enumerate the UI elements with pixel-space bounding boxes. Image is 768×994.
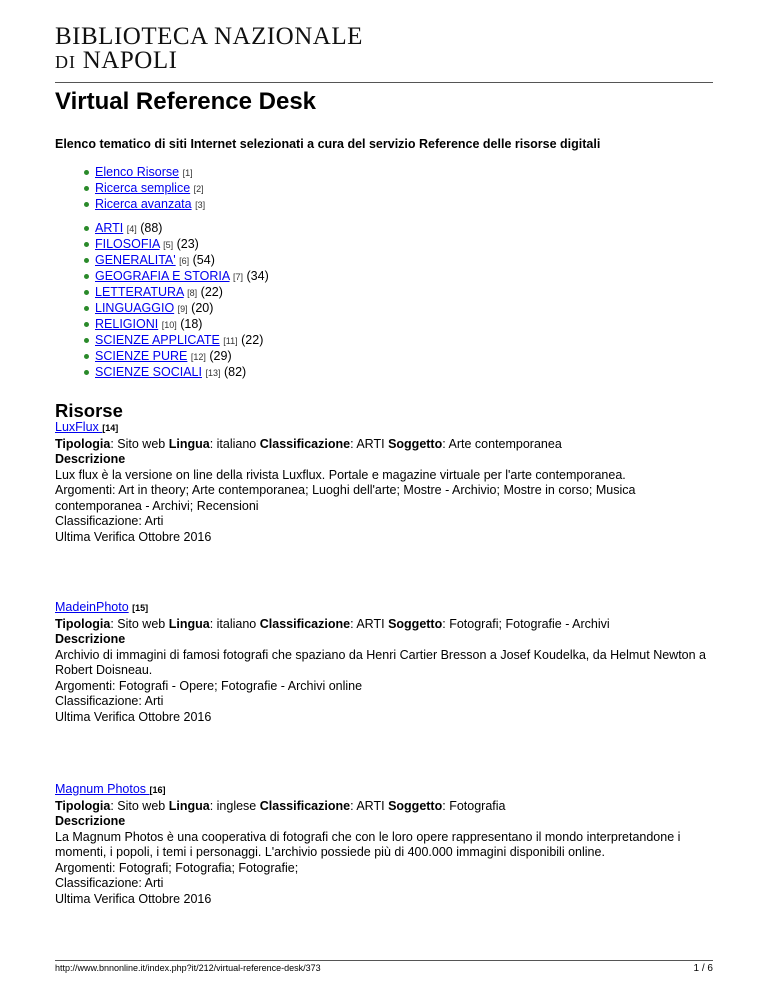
- resource-verified: Ultima Verifica Ottobre 2016: [55, 529, 212, 544]
- category-link-letteratura[interactable]: LETTERATURA: [95, 285, 184, 299]
- category-count: (34): [246, 269, 269, 283]
- page-title: Virtual Reference Desk: [55, 88, 317, 115]
- category-link-religioni[interactable]: RELIGIONI: [95, 317, 159, 331]
- category-link-filosofia[interactable]: FILOSOFIA: [95, 237, 160, 251]
- category-count: (54): [192, 253, 215, 267]
- resource-link[interactable]: MadeinPhoto: [55, 600, 129, 614]
- resource-classification: Classificazione: Arti: [55, 876, 164, 890]
- footer-url: http://www.bnnonline.it/index.php?it/212/virtual-reference-desk/373: [55, 963, 321, 973]
- footnote-ref: [6]: [179, 256, 190, 266]
- description-label: Descrizione: [55, 452, 126, 466]
- header-divider: [55, 82, 713, 83]
- footnote-ref: [4]: [126, 224, 137, 234]
- nav-link-elenco-risorse[interactable]: Elenco Risorse: [95, 165, 180, 179]
- page-number: 1 / 6: [693, 963, 713, 974]
- category-item: [55, 253, 269, 269]
- resource-topics: Argomenti: Fotografi; Fotografia; Fotografie;: [55, 860, 299, 875]
- category-item: [55, 221, 269, 237]
- resource-description: La Magnum Photos è una cooperativa di fotografi che con le loro opere rappresentano il mondo interpretandone i momenti, i popoli, i temi i personaggi. L'archivio possiede più di 400.000 immagini disponibili online.: [55, 829, 681, 859]
- section-title-risorse: Risorse: [55, 400, 123, 421]
- footnote-ref: [10]: [161, 320, 177, 330]
- nav-item-elenco: [55, 165, 205, 181]
- category-item: [55, 237, 269, 253]
- nav-link-ricerca-semplice[interactable]: Ricerca semplice: [95, 181, 191, 195]
- footnote-ref: [14]: [102, 423, 119, 433]
- footnote-ref: [16]: [149, 785, 166, 795]
- resource-entry-madeinphoto: [55, 600, 713, 725]
- category-item: [55, 301, 269, 317]
- category-count: (22): [200, 285, 223, 299]
- category-count: (82): [223, 365, 247, 379]
- category-count: (88): [140, 221, 163, 235]
- category-count: (22): [241, 333, 264, 347]
- category-link-arti[interactable]: ARTI: [95, 221, 124, 235]
- logo-napoli: NAPOLI: [82, 47, 178, 74]
- resource-verified: Ultima Verifica Ottobre 2016: [55, 891, 212, 906]
- page-subtitle: Elenco tematico di siti Internet selezionati a cura del servizio Reference delle risorse digitali: [55, 137, 601, 151]
- library-logo: [55, 24, 363, 75]
- footnote-ref: [3]: [195, 200, 206, 210]
- footnote-ref: [1]: [182, 168, 193, 178]
- category-link-scienze-pure[interactable]: SCIENZE PURE: [95, 349, 188, 363]
- resource-meta: Tipologia: Sito web Lingua: italiano Classificazione: ARTI Soggetto: Arte contemporanea: [55, 436, 562, 451]
- resource-link[interactable]: LuxFlux: [55, 420, 103, 434]
- resource-topics: Argomenti: Art in theory; Arte contemporanea; Luoghi dell'arte; Mostre - Archivio; Mostre in corso; Musica contemporanea - Archivi; Recensioni: [55, 483, 636, 513]
- nav-item-ricerca-avanzata: [55, 197, 205, 213]
- footnote-ref: [9]: [177, 304, 188, 314]
- logo-line2: [55, 48, 363, 75]
- footnote-ref: [8]: [187, 288, 198, 298]
- category-link-scienze-applicate[interactable]: SCIENZE APPLICATE: [95, 333, 220, 347]
- resource-entry-luxflux: [55, 420, 713, 545]
- logo-line1: BIBLIOTECA NAZIONALE: [55, 23, 363, 50]
- category-list: [55, 221, 269, 381]
- nav-link-ricerca-avanzata[interactable]: Ricerca avanzata: [95, 197, 192, 211]
- description-label: Descrizione: [55, 632, 126, 646]
- footnote-ref: [2]: [193, 184, 204, 194]
- footnote-ref: [11]: [223, 336, 238, 346]
- resource-link[interactable]: Magnum Photos: [55, 782, 150, 796]
- category-count: (18): [180, 317, 203, 331]
- resource-classification: Classificazione: Arti: [55, 514, 164, 528]
- category-item: [55, 365, 269, 381]
- category-count: (20): [191, 301, 214, 315]
- footer-divider: [55, 960, 713, 961]
- page-footer: [55, 963, 713, 973]
- footnote-ref: [15]: [132, 603, 149, 613]
- category-link-linguaggio[interactable]: LINGUAGGIO: [95, 301, 175, 315]
- resource-meta: Tipologia: Sito web Lingua: inglese Classificazione: ARTI Soggetto: Fotografia: [55, 798, 506, 813]
- category-link-scienze-sociali[interactable]: SCIENZE SOCIALI: [95, 365, 202, 379]
- category-count: (23): [176, 237, 199, 251]
- description-label: Descrizione: [55, 814, 126, 828]
- resource-description: Lux flux è la versione on line della rivista Luxflux. Portale e magazine virtuale per l'arte contemporanea.: [55, 467, 626, 482]
- category-count: (29): [209, 349, 232, 363]
- resource-verified: Ultima Verifica Ottobre 2016: [55, 709, 212, 724]
- footnote-ref: [13]: [205, 368, 221, 378]
- footnote-ref: [5]: [163, 240, 174, 250]
- nav-list: [55, 165, 205, 213]
- category-item: [55, 333, 269, 349]
- footnote-ref: [12]: [190, 352, 206, 362]
- category-item: [55, 269, 269, 285]
- category-link-generalita[interactable]: GENERALITA': [95, 253, 176, 267]
- resource-entry-magnum-photos: [55, 782, 713, 907]
- resource-topics: Argomenti: Fotografi - Opere; Fotografie - Archivi online: [55, 678, 363, 693]
- resource-classification: Classificazione: Arti: [55, 694, 164, 708]
- category-item: [55, 349, 269, 365]
- category-link-geografia-storia[interactable]: GEOGRAFIA E STORIA: [95, 269, 230, 283]
- category-item: [55, 317, 269, 333]
- logo-di: DI: [55, 52, 76, 72]
- nav-item-ricerca-semplice: [55, 181, 205, 197]
- resource-meta: Tipologia: Sito web Lingua: italiano Classificazione: ARTI Soggetto: Fotografi; Fotografie - Archivi: [55, 616, 610, 631]
- category-item: [55, 285, 269, 301]
- footnote-ref: [7]: [233, 272, 244, 282]
- resource-description: Archivio di immagini di famosi fotografi che spaziano da Henri Cartier Bresson a Josef Koudelka, da Helmut Newton a Robert Doisneau.: [55, 647, 707, 677]
